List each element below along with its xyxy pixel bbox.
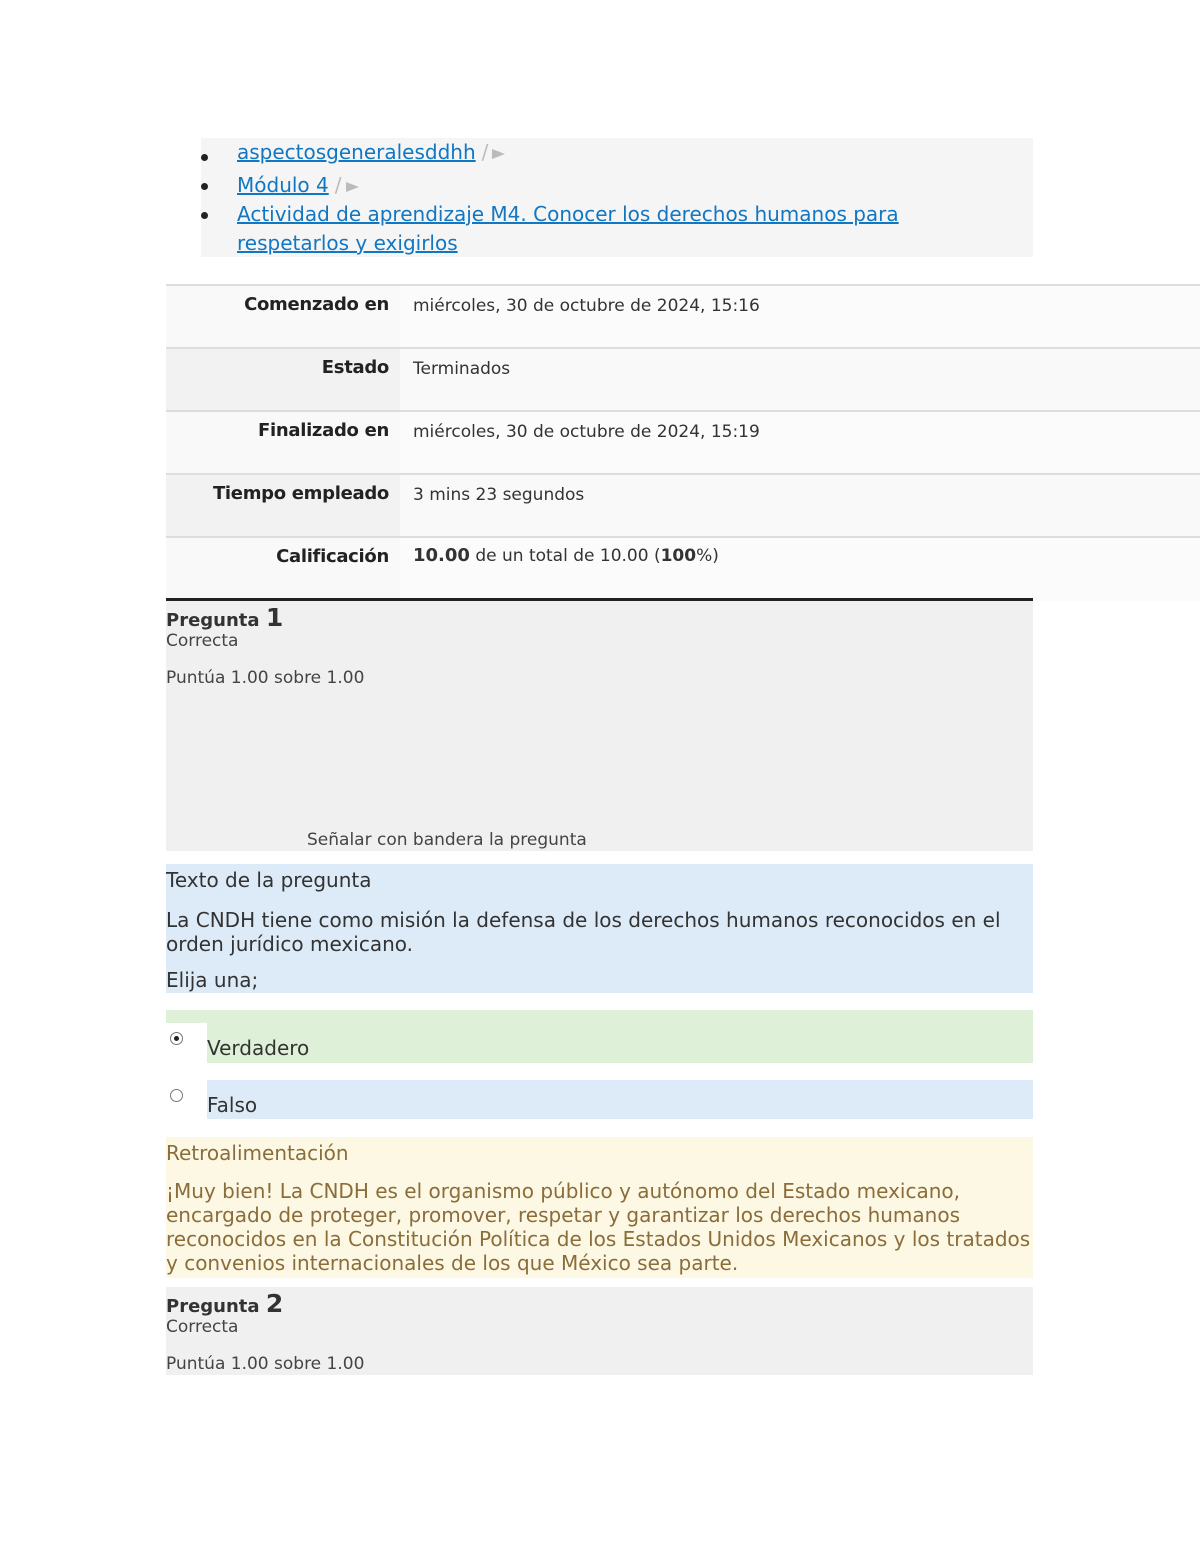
summary-label: Calificación [276, 546, 389, 567]
feedback-text: ¡Muy bien! La CNDH es el organismo público y autónomo del Estado mexicano, encargado de proteger, promover, respetar y garantizar los derechos humanos reconocidos en la Constitución Política de los Estados Unidos Mexicanos y los tratados y convenios internacionales de los que México sea parte. [166, 1179, 1031, 1275]
arrow-right-icon [346, 182, 359, 192]
feedback-label: Retroalimentación [166, 1141, 349, 1165]
question-text: La CNDH tiene como misión la defensa de los derechos humanos reconocidos en el orden jurídico mexicano. [166, 908, 1001, 956]
breadcrumb-link-course[interactable] [237, 138, 505, 167]
summary-label: Comenzado en [244, 294, 389, 315]
breadcrumb-link-activity[interactable] [237, 200, 899, 258]
summary-label: Tiempo empleado [212, 483, 389, 504]
question-number: Pregunta 2 [166, 1289, 284, 1318]
summary-value: 10.00 de un total de 10.00 (100%) [413, 545, 719, 566]
summary-label: Estado [321, 357, 389, 378]
question-state: Correcta [166, 1317, 239, 1337]
flag-question-button[interactable]: Señalar con bandera la pregunta [307, 830, 587, 850]
question-state: Correcta [166, 631, 239, 651]
breadcrumb-separator: / [482, 138, 506, 167]
arrow-right-icon [492, 149, 505, 159]
breadcrumb-label: aspectosgeneralesddhh [237, 140, 476, 164]
breadcrumb-label: Actividad de aprendizaje M4. Conocer los derechos humanos para [237, 202, 899, 226]
question-grade: Puntúa 1.00 sobre 1.00 [166, 668, 365, 688]
breadcrumb-label: Módulo 4 [237, 173, 329, 197]
answer-label: Verdadero [207, 1036, 310, 1060]
breadcrumb-label: respetarlos y exigirlos [237, 231, 458, 255]
summary-value: 3 mins 23 segundos [413, 485, 585, 505]
feedback-block [166, 1137, 1033, 1278]
bullet-icon [201, 183, 208, 190]
summary-row-state [166, 347, 1200, 412]
question-number: Pregunta 1 [166, 603, 284, 632]
summary-value: miércoles, 30 de octubre de 2024, 15:19 [413, 422, 760, 442]
question-grade: Puntúa 1.00 sobre 1.00 [166, 1354, 365, 1374]
radio-falso[interactable] [170, 1089, 183, 1102]
answer-gutter-top [166, 1010, 207, 1023]
bullet-icon [201, 212, 208, 219]
summary-row-time-taken [166, 473, 1200, 538]
breadcrumb-link-module[interactable] [237, 171, 359, 200]
summary-row-started [166, 284, 1200, 349]
summary-value: Terminados [413, 359, 511, 379]
question-text-block [166, 864, 1033, 993]
question-text-label: Texto de la pregunta [166, 868, 372, 892]
breadcrumb-separator: / [335, 171, 359, 200]
question-info [166, 1287, 1033, 1375]
answer-option-bg [207, 1080, 1033, 1119]
summary-value: miércoles, 30 de octubre de 2024, 15:16 [413, 296, 760, 316]
bullet-icon [201, 154, 208, 161]
summary-row-finished [166, 410, 1200, 475]
radio-verdadero[interactable] [170, 1032, 183, 1045]
summary-row-grade [166, 536, 1200, 601]
question-prompt: Elija una; [166, 968, 259, 992]
breadcrumb [201, 138, 1033, 257]
summary-label: Finalizado en [257, 420, 389, 441]
answer-label: Falso [207, 1093, 258, 1117]
question-info [166, 598, 1033, 851]
